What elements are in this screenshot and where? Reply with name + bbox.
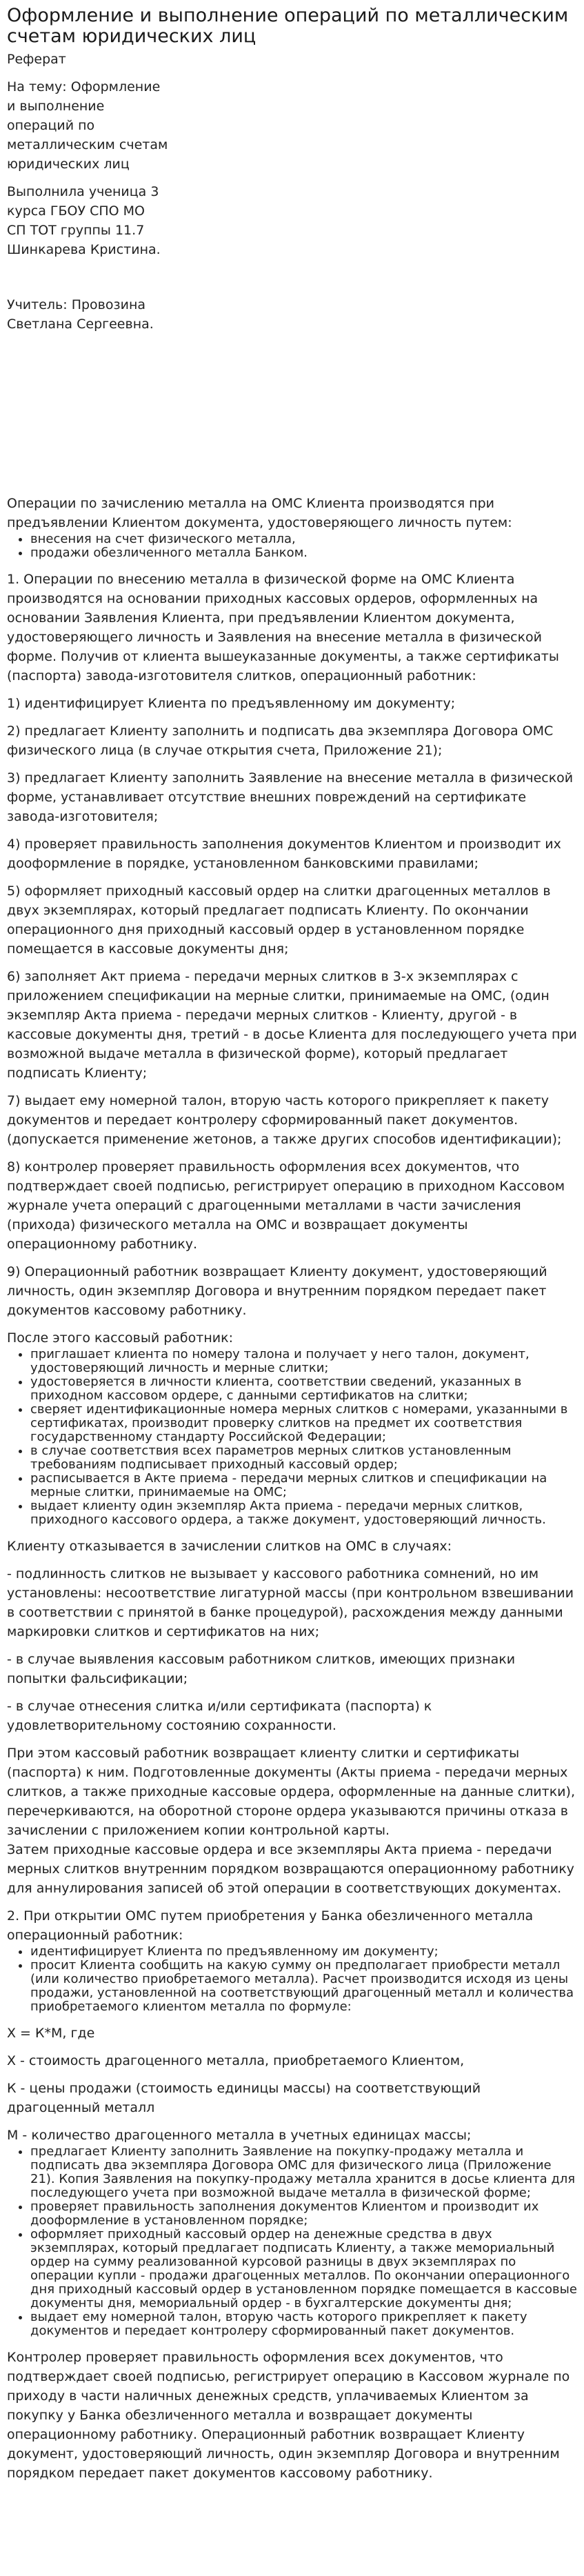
list-item: • внесения на счет физического металла, [30,532,577,546]
topic-line: металлическим счетам [7,137,168,152]
step-paragraph: 5) оформляет приходный кассовый ордер на слитки драгоценных металлов в двух экземплярах, который предлагает подписать Клиенту. По окончании операционного дня приходный кассовый ордер в установленном порядке помещается в кассовые документы дня; [7,883,551,957]
list-item: • в случае соответствия всех параметров мерных слитков установленным требованиям подписывает приходный кассовый ордер; [30,1444,577,1472]
step-paragraph: 2) предлагает Клиенту заполнить и подписать два экземпляра Договора ОМС физического лица (в случае открытия счета, Приложение 21); [7,723,554,758]
list-item: • удостоверяется в личности клиента, соответствии сведений, указанных в приходном кассовом ордере, с данными сертификатов на слитки; [30,1375,577,1403]
section-1-paragraph: 1. Операции по внесению металла в физической форме на ОМС Клиента производятся на основании приходных кассовых ордеров, оформленных на основании Заявления Клиента, при предъявлении Клиентом документа, удостоверяющего личность и Заявления на внесение металла в физической форме. Получив от клиента вышеуказанные документы, а также сертификаты (паспорта) завода-изготовителя слитков, операционный работник: [7,572,559,683]
return-paragraph-2: Затем приходные кассовые ордера и все экземпляры Акта приема - передачи мерных слитков внутренним порядком возвращаются операционному работнику для аннулирования записей об этой операции в соответствующих документах. [7,1842,574,1896]
refusal-item: - в случае выявления кассовым работником слитков, имеющих признаки попытки фальсификации; [7,1652,516,1686]
topic-line: На тему: Оформление [7,79,161,94]
author-line: курса ГБОУ СПО МО [7,203,145,219]
refusal-item: - подлинность слитков не вызывает у кассового работника сомнений, но им установлены: несоответствие лигатурной массы (при контрольном взвешивании в соответствии с принятой в банке процедурой), расхождения между данными маркировки слитков и сертификатов на них; [7,1566,574,1639]
cashier-list [7,1348,577,1527]
section-2-paragraph: 2. При открытии ОМС путем приобретения у Банка обезличенного металла операционный работник: [7,1908,534,1943]
formula-term: М - количество драгоценного металла в учетных единицах массы; [7,2128,472,2143]
intro-list [7,532,577,560]
list-item: • просит Клиента сообщить на какую сумму он предполагает приобрести металл (или количество приобретаемого металла). Расчет производится исходя из цены продажи, установленной на соответствующий драгоценный металл и количества приобретаемого клиентом металла по формуле: [30,1959,577,2014]
list-item: • приглашает клиента по номеру талона и получает у него талон, документ, удостоверяющий личность и мерные слитки; [30,1348,577,1375]
topic-line: и выполнение [7,99,105,114]
formula-term: К - цены продажи (стоимость единицы массы) на соответствующий драгоценный металл [7,2081,481,2115]
list-item: • расписывается в Акте приема - передачи мерных слитков и спецификации на мерные слитки, принимаемые на ОМС; [30,1472,577,1499]
topic-block [7,77,255,174]
section-2-list [7,1945,577,2014]
author-line: Шинкарева Кристина. [7,242,161,257]
step-paragraph: 7) выдает ему номерной талон, вторую часть которого прикрепляет к пакету документов и передает контролеру сформированный пакет документов. (допускается применение жетонов, а также других способов идентификации); [7,1093,562,1147]
topic-line: операций по [7,118,95,133]
intro-paragraph: Операции по зачислению металла на ОМС Клиента производятся при предъявлении Клиентом документа, удостоверяющего личность путем: [7,496,512,530]
step-paragraph: 6) заполняет Акт приема - передачи мерных слитков в 3-х экземплярах с приложением спецификации на мерные слитки, принимаемые на ОМС, (один экземпляр Акта приема - передачи мерных слитков - Клиенту, другой - в кассовые документы дня, третий - в досье Клиента для последующего учета при возможной выдаче металла в физической форме), который предлагает подписать Клиенту; [7,969,577,1081]
section-2-list-2 [7,2145,577,2338]
refusal-intro: Клиенту отказывается в зачислении слитков на ОМС в случаях: [7,1539,452,1554]
formula-term: Х - стоимость драгоценного металла, приобретаемого Клиентом, [7,2053,465,2068]
step-paragraph: 4) проверяет правильность заполнения документов Клиентом и производит их дооформление в порядке, установленном банковскими правилами; [7,837,561,871]
teacher-line: Учитель: Провозина [7,297,146,312]
step-paragraph: 1) идентифицирует Клиента по предъявленному им документу; [7,696,456,711]
formula: Х = К*М, где [7,2026,95,2041]
author-line: Выполнила ученица 3 [7,184,159,199]
final-paragraph: Контролер проверяет правильность оформления всех документов, что подтверждает своей подписью, регистрирует операцию в Кассовом журнале по приходу в части наличных денежных средств, уплачиваемых Клиентом за покупку у Банка обезличенного металла и возвращает документы операционному работнику. Операционный работник возвращает Клиенту документ, удостоверяющий личность, один экземпляр Договора и внутренним порядком передает пакет документов кассовому работнику. [7,2350,570,2481]
author-block [7,182,255,259]
teacher-block [7,295,255,334]
list-item: • продажи обезличенного металла Банком. [30,546,577,560]
step-paragraph: 9) Операционный работник возвращает Клиенту документ, удостоверяющий личность, один экземпляр Договора и внутренним порядком передает пакет документов кассовому работнику. [7,1264,547,1318]
list-item: • сверяет идентификационные номера мерных слитков с номерами, указанными в сертификатах, производит проверку слитков на предмет их соответствия государственному стандарту Российской Федерации; [30,1403,577,1444]
after-check-paragraph: После этого кассовый работник: [7,1330,233,1346]
refusal-item: - в случае отнесения слитка и/или сертификата (паспорта) к удовлетворительному состоянию сохранности. [7,1699,432,1733]
list-item: • выдает ему номерной талон, вторую часть которого прикрепляет к пакету документов и передает контролеру сформированный пакет документов. [30,2310,577,2338]
list-item: • проверяет правильность заполнения документов Клиентом и производит их дооформление в установленном порядке; [30,2200,577,2228]
step-paragraph: 3) предлагает Клиенту заполнить Заявление на внесение металла в физической форме, устанавливает отсутствие внешних повреждений на сертификате завода-изготовителя; [7,770,574,824]
list-item: • предлагает Клиенту заполнить Заявление на покупку-продажу металла и подписать два экземпляра Договора ОМС для физического лица (Приложение 21). Копия Заявления на покупку-продажу металла хранится в досье клиента для последующего учета при возможной выдаче металла в физической форме; [30,2145,577,2200]
topic-line: юридических лиц [7,157,130,172]
page-title: Оформление и выполнение операций по металлическим счетам юридических лиц [7,5,569,47]
list-item: • выдает клиенту один экземпляр Акта приема - передачи мерных слитков, приходного кассового ордера, а также документ, удостоверяющий личность. [30,1499,577,1527]
author-line: СП ТОТ группы 11.7 [7,223,145,238]
teacher-line: Светлана Сергеевна. [7,317,154,332]
list-item: • оформляет приходный кассовый ордер на денежные средства в двух экземплярах, который предлагает подписать Клиенту, а также мемориальный ордер на сумму реализованной курсовой разницы в двух экземплярах по операции купли - продажи драгоценных металлов. По окончании операционного дня приходный кассовый ордер в установленном порядке помещается в кассовые документы дня, мемориальный ордер - в бухгалтерские документы дня; [30,2228,577,2310]
return-paragraph: При этом кассовый работник возвращает клиенту слитки и сертификаты (паспорта) к ним. Подготовленные документы (Акты приема - передачи мерных слитков, а также приходные кассовые ордера, оформленные на данные слитки), перечеркиваются, на оборотной стороне ордера указываются причины отказа в зачислении с приложением копии контрольной карты. [7,1746,575,1838]
doc-type: Реферат [7,52,66,67]
step-paragraph: 8) контролер проверяет правильность оформления всех документов, что подтверждает своей подписью, регистрирует операцию в приходном Кассовом журнале учета операций с драгоценными металлами в части зачисления (прихода) физического металла на ОМС и возвращает документы операционному работнику. [7,1159,565,1252]
list-item: • идентифицирует Клиента по предъявленному им документу; [30,1945,577,1959]
